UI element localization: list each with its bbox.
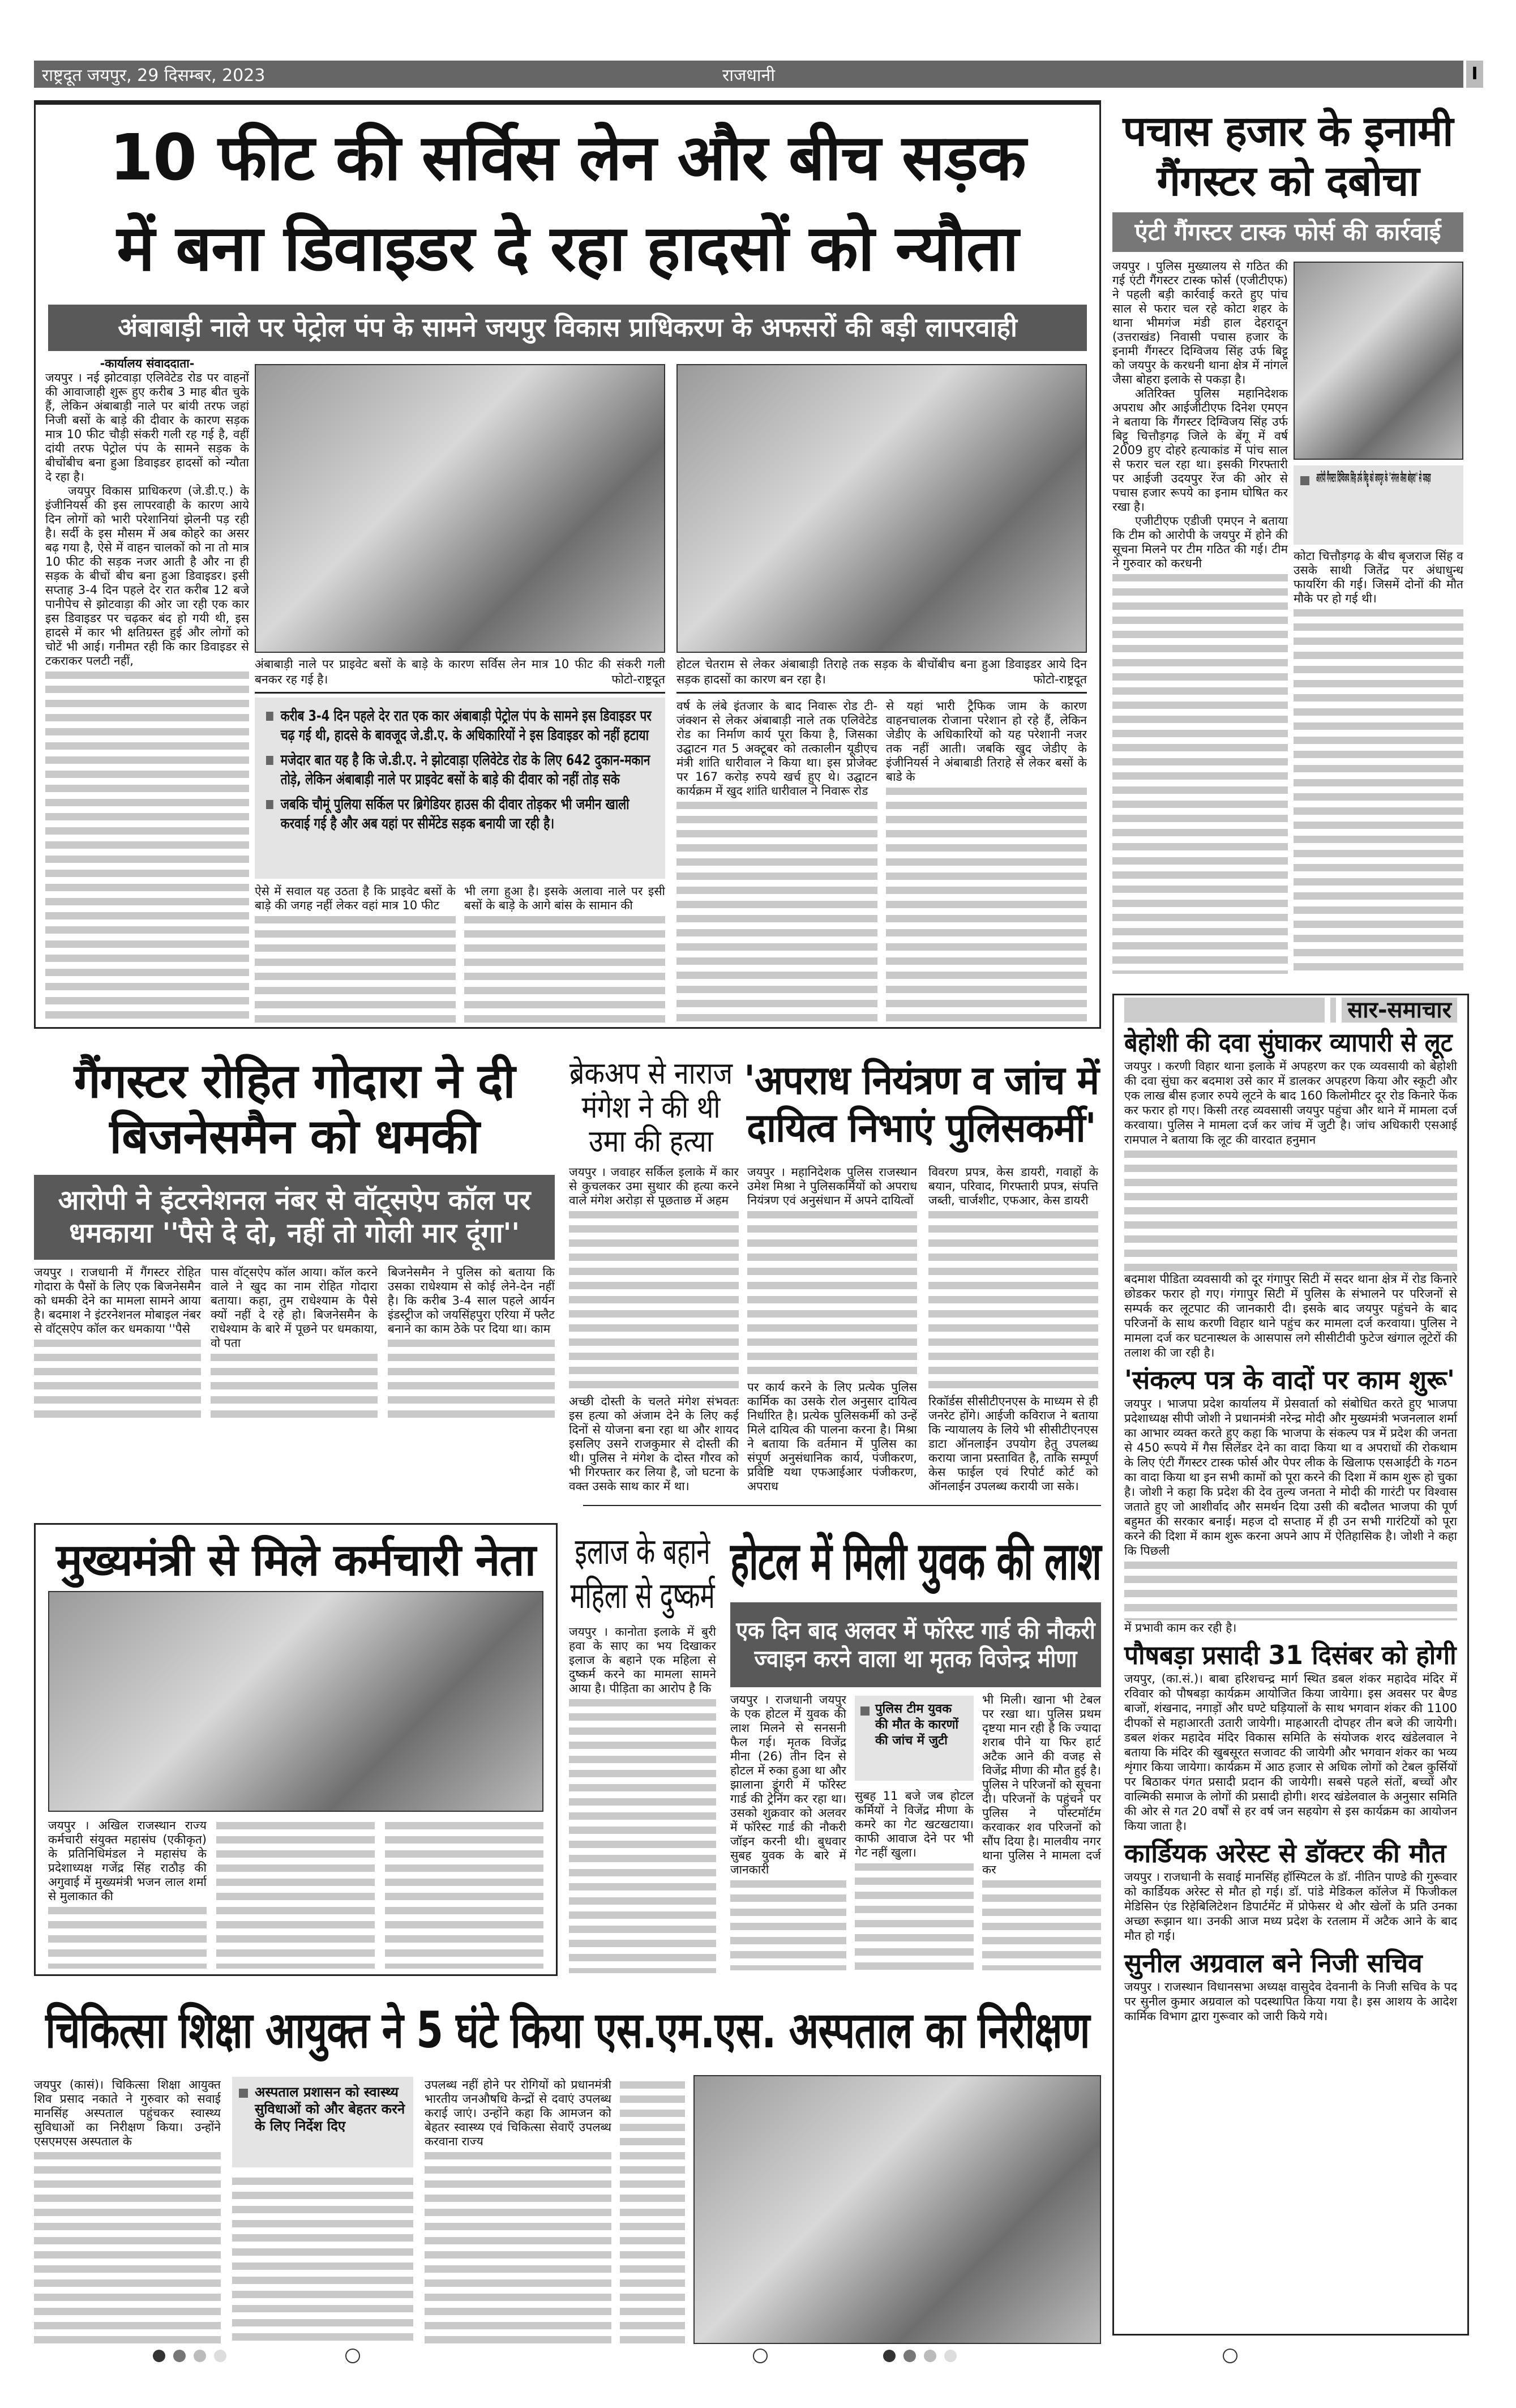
lead-column-c xyxy=(676,699,877,1023)
brief-item xyxy=(1124,1639,1457,1833)
lead-subheadline-text: अंबाबाड़ी नाले पर पेट्रोल पंप के सामने जयपुर विकास प्राधिकरण के अफसरों की बड़ी लापरवाही xyxy=(118,312,1017,343)
text-filler xyxy=(1112,571,1288,974)
brief-body: जयपुर । भाजपा प्रदेश कार्यालय में प्रेसवार्ता को संबोधित करते हुए भाजपा प्रदेशाध्यक्ष सीपी जोशी ने प्रधानमंत्री नरेन्द्र मोदी और मुख्यमंत्री भजनलाल शर्मा का आभार व्यक्त करते हुए कहा कि भाजपा के संकल्प पत्र में प्रदेश की जनता से 450 रूपये में गैस सिलेंडर देने का वादा किया था व अपराधों की रोकथाम के लिए एंटी गैंगस्टर टास्क फोर्स और पेपर लीक के खिलाफ एसआईटी के गठन का वादा किया था इन सभी कामों को पूरा करने की दिशा में काम शुरू हो चुका है। जोशी ने कहा कि प्रदेश की देव तुल्य जनता ने मोदी की गारंटी पर विश्वास जताते हुए जो आशीर्वाद और समर्थन दिया उसी की बदौलत भाजपा की पूर्ण बहुमत की सरकार बनाई। महज दो सप्ताह में ही उन सभी गारंटियों को पूरा करने की दिशा में काम शुरू करना अपने आप में ऐतिहासिक है। जोशी ने कहा कि पिछली xyxy=(1124,1397,1457,1558)
sms-column-3 xyxy=(425,2078,611,2344)
road-divider-photo xyxy=(676,364,1087,653)
story-paragraph: एजीटीएफ एडीजी एमएन ने बताया कि टीम को आरोपी के जयपुर में होने की सूचना मिलने पर टीम गठित की गई। टीम ने गुरुवार को करधनी xyxy=(1112,514,1288,570)
cm-meet-column-1 xyxy=(48,1819,207,1969)
bullet-square-icon xyxy=(266,800,273,809)
story-paragraph: जयपुर । राजधानी जयपुर के एक होटल में युवक की लाश मिलने से सनसनी फैल गई। मृतक विजेंद्र मीना (26) तीन दिन से होटल में रुका हुआ था और झालाना डूंगरी में फॉरेस्ट गार्ड की ट्रेनिंग कर रहा था। उसको शुक्रवार को अलवर में फॉरेस्ट गार्ड की नौकरी जॉइन करनी थी। बुधवार सुबह युवक के बारे में जानकारी xyxy=(730,1693,846,1876)
byline: -कार्यालय संवाददाता- xyxy=(100,357,195,370)
registration-dots-left xyxy=(153,2350,226,2362)
story-paragraph: जयपुर । महानिदेशक पुलिस राजस्थान उमेश मिश्रा ने पुलिसकर्मियों को अपराध नियंत्रण एवं अनुसंधान में अपने दायित्वों xyxy=(747,1165,917,1207)
divider xyxy=(255,692,665,694)
story-paragraph: जयपुर । अखिल राजस्थान राज्य कर्मचारी संयुक्त महासंघ (एकीकृत) के प्रतिनिधिमंडल ने महासंघ के प्रदेशाध्यक्ष गजेंद्र सिंह राठौड़ की अगुवाई में मुख्यमंत्री भजन लाल शर्मा से मुलाकात की xyxy=(48,1819,207,1903)
highlight-text: करीब 3-4 दिन पहले देर रात एक कार अंबाबाड़ी पेट्रोल पंप के सामने इस डिवाइडर पर चढ़ गई थी, हादसे के बावजूद जे.डी.ए. के अधिकारियों ने इस डिवाइडर को नहीं हटाया xyxy=(280,708,652,744)
text-filler xyxy=(747,1208,917,1380)
highlights-list xyxy=(266,707,654,833)
godara-subheadline xyxy=(34,1175,555,1260)
hotel-subheadline xyxy=(730,1602,1101,1687)
godara-headline: गैंगस्टर रोहित गोदारा ने दी बिजनेसमैन को धमकी xyxy=(74,1053,515,1164)
police-headline: 'अपराध नियंत्रण व जांच में दायित्व निभाएं पुलिसकर्मी' xyxy=(743,1057,1099,1151)
brief-item xyxy=(1124,1363,1457,1635)
registration-dot xyxy=(173,2350,186,2362)
news-briefs-box xyxy=(1112,994,1469,2336)
text-filler xyxy=(255,913,456,1023)
brief-body: जयपुर, (का.सं.)। बाबा हरिशचन्द्र मार्ग स्थित डबल शंकर महादेव मंदिर में रविवार को पौषबड़ा कार्यक्रम आयोजित किया जायेगा। इस अवसर पर बैण्ड बाजों, शंखनाद, नगाड़ों और घण्टे घड़ियालों के साथ भगवान शंकर की 1100 दीपकों से महाआरती उतारी जायेगी। माहआरती दोपहर तीन बजे की जायेगी। डबल शंकर महादेव मंदिर विकास समिति के संयोजक शरद खंडेलवाल ने बताया कि मंदिर की खुबसूरत सजावट की जायेगी और भगवान शंकर का भव्य शृंगार किया जायेगा। कार्यक्रम में आठ हजार से अधिक लोगों को टेबल कुर्सियों पर बिठाकर पंगत प्रसादी प्रदान की जायेगी। सबसे पहले संतों, बच्चों और वाल्मिकी समाज के लोगों की प्रसादी होगी। शरद खंडेलवाल के अनुसार समिति की ओर से गत 20 वर्षों से हर वर्ष जन सहयोग से इस कार्यक्रम का आयोजन किया जाता है। xyxy=(1124,1672,1457,1833)
gangster-column-1 xyxy=(1112,259,1288,974)
registration-dots-right xyxy=(883,2350,957,2362)
story-paragraph: विवरण प्रपत्र, केस डायरी, गवाहों के बयान, परिवाद, गिरफ्तारी प्रपत्र, संपत्ति जब्ती, चार्जशीट, एफआर, केस डायरी xyxy=(928,1165,1098,1207)
brief-headline: पौषबड़ा प्रसादी 31 दिसंबर को होगी xyxy=(1124,1640,1457,1670)
text-filler xyxy=(216,1819,375,1969)
bullet-square-icon xyxy=(266,756,273,765)
registration-dot xyxy=(924,2350,936,2362)
lead-paragraph: ऐसे में सवाल यह उठता है कि प्राइवेट बसों के बाड़े की जगह नहीं लेकर वहां मात्र 10 फीट xyxy=(255,884,456,912)
police-column-1 xyxy=(747,1165,917,1494)
sms-headline: चिकित्सा शिक्षा आयुक्त ने 5 घंटे किया एस.एम.एस. अस्पताल का निरीक्षण xyxy=(45,2001,1090,2059)
brief-headline: 'संकल्प पत्र के वादों पर काम शुरू' xyxy=(1124,1365,1455,1395)
text-filler xyxy=(730,1877,846,1970)
brief-headline: बेहोशी की दवा सुंघाकर व्यापारी से लूट xyxy=(1124,1027,1453,1058)
story-paragraph: जयपुर । राजधानी में गैंगस्टर रोहित गोदारा के पैसों के लिए एक बिजनेसमैन को धमकी देने का मामला सामने आया है। बदमाश ने इंटरनेशनल मोबाइल नंबर से वॉट्सऐप कॉल कर धमकाया ''पैसे xyxy=(34,1265,201,1336)
breakup-column xyxy=(569,1165,739,1494)
story-paragraph: जयपुर (कासं)। चिकित्सा शिक्षा आयुक्त शिव प्रसाद नकाते ने गुरुवार को सवाई मानसिंह अस्पताल पहुंचकर स्वास्थ्य सुविधाओं का निरीक्षण किया। उन्होंने एसएमएस अस्पताल के xyxy=(34,2078,221,2148)
photo-caption-1 xyxy=(255,657,665,687)
lead-column-a xyxy=(255,884,456,1023)
text-filler xyxy=(676,798,877,1023)
crosshair-mark-icon xyxy=(753,2349,768,2363)
caption-text: होटल चेतराम से लेकर अंबाबाड़ी तिराहे तक सड़क के बीचोंबीच बना हुआ डिवाइडर आये दिन सड़क हादसों का कारण बन रहा है। xyxy=(676,657,1087,686)
highlight-item xyxy=(266,707,654,745)
text-filler xyxy=(1294,606,1463,974)
lead-column-1 xyxy=(45,357,249,1022)
registration-dot xyxy=(883,2350,896,2362)
gangster-photo-box xyxy=(1294,465,1463,545)
text-filler xyxy=(34,1336,201,1418)
text-filler xyxy=(232,2174,413,2344)
text-filler xyxy=(425,2149,611,2344)
highlight-text: मजेदार बात यह है कि जे.डी.ए. ने झोटवाड़ा एलिवेटेड रोड के लिए 642 दुकान-मकान तोड़े, लेकिन अंबाबाड़ी नाले पर प्राइवेट बसों के बाड़े की दीवार को नहीं तोड़ सके xyxy=(280,752,650,788)
sms-highlight-box xyxy=(232,2077,413,2167)
brief-body: में प्रभावी काम कर रही है। xyxy=(1124,1621,1237,1635)
story-paragraph: जयपुर । पुलिस मुख्यालय से गठित की गई एंटी गैंगस्टर टास्क फोर्स (एजीटीएफ) ने पहली बड़ी कार्रवाई करते हुए पांच साल से फरार चल रहे कोटा शहर के थाना भीमगंज मंडी हाल देहरादून (उत्तराखंड) निवासी पचास हजार के इनामी गैंगस्टर दिग्विजय सिंह उर्फ बिट्टू को जयपुर के करधनी थाना क्षेत्र में नांगल जैसा बोहरा इलाके से पकड़ा है। xyxy=(1112,259,1288,386)
story-paragraph: जयपुर । जवाहर सर्किल इलाके में कार से कुचलकर उमा सुथार की हत्या करने वाले मंगेश अरोड़ा से पूछताछ में अहम xyxy=(569,1165,739,1207)
road-service-lane-photo xyxy=(255,364,665,653)
gangster-subheadline xyxy=(1112,212,1463,252)
text-filler xyxy=(34,2149,221,2344)
lead-subheadline xyxy=(48,305,1087,351)
cm-meet-column-2 xyxy=(216,1819,375,1969)
cm-meet-column-3 xyxy=(385,1819,543,1969)
brief-body: जयपुर । करणी विहार थाना इलाके में अपहरण कर एक व्यवसायी को बेहोशी की दवा सुंघा कर बदमाश उसे कार में डालकर अपहरण किया और स्कूटी और एक लाख बीस हजार रुपये लूटने के बाद 160 किलोमीटर दूर रोड किनारे फेंक कर फरार हो गए। किसी तरह व्यवसासी जयपुर पहुंचा और थाने में मामला दर्ज करवाया। पुलिस ने मामला दर्ज कर जांच में जुटी है। जांच अधिकारी एसआई रामपाल ने बताया कि लूट की वारदात हनुमान xyxy=(1124,1059,1457,1147)
brief-item xyxy=(1124,1026,1457,1360)
caption-text: अंबाबाड़ी नाले पर प्राइवेट बसों के बाड़े के कारण सर्विस लेन मात्र 10 फीट की संकरी गली बनकर रह गई है। xyxy=(255,657,665,686)
accused-gangster-photo xyxy=(1294,262,1463,460)
divider xyxy=(583,1505,1101,1506)
police-column-2 xyxy=(928,1165,1098,1494)
highlight-text: आरोपी गैंगस्टर दिग्विजय सिंह उर्फ बिट्टू को जयपुर के ''नांगल जैसा बोहरा'' से पकड़ा xyxy=(1316,471,1431,485)
breakup-headline: ब्रेकअप से नाराज मंगेश ने की थी उमा की हत्या xyxy=(569,1055,733,1159)
sms-column-2 xyxy=(232,2174,413,2344)
text-filler xyxy=(569,1208,739,1395)
bullet-square-icon xyxy=(860,1706,870,1716)
story-paragraph: पर कार्य करने के लिए प्रत्येक पुलिस कार्मिक का उसके रोल अनुसार दायित्व निर्धारित है। प्रत्येक पुलिसकर्मी को उन्हें मिले दायित्व की पालना करना है। मिश्रा ने बताया कि वर्तमान में पुलिस का संपूर्ण अनुसंधानिक कार्य, पंजीकरण, प्रविष्टि यथा एफआईआर पंजीकरण, अपराध xyxy=(747,1380,917,1493)
hotel-headline: होटल में मिली युवक की लाश xyxy=(730,1531,1101,1592)
godara-column-1 xyxy=(34,1265,201,1418)
highlight-item xyxy=(266,751,654,789)
highlights-box xyxy=(255,698,665,879)
edition-date: राष्ट्रदूत जयपुर, 29 दिसम्बर, 2023 xyxy=(42,65,265,85)
text-filler xyxy=(45,668,249,1022)
text-filler xyxy=(928,1208,1098,1395)
lead-top-rule xyxy=(34,100,1101,105)
story-paragraph: कोटा चित्तौड़गढ़ के बीच बृजराज सिंह व उसके साथी जितेंद्र पर अंधाधुन्ध फायरिंग की गई। जिसमें दोनों की मौत मौके पर हो गई थी। xyxy=(1294,549,1463,605)
lead-headline-line2: में बना डिवाइडर दे रहा हादसों को न्यौता xyxy=(117,212,1018,285)
photo-credit: फोटो-राष्ट्रदूत xyxy=(611,673,665,686)
registration-dot xyxy=(944,2350,957,2362)
text-filler xyxy=(855,1860,974,1970)
lead-column-b xyxy=(464,884,665,1023)
gangster-headline: पचास हजार के इनामी गैंगस्टर को दबोचा xyxy=(1123,107,1453,206)
highlight-text: जबकि चौमूं पुलिया सर्किल पर ब्रिगेडियर हाउस की दीवार तोड़कर भी जमीन खाली करवाई गई है और अब यहां पर सीमेंटेड सड़क बनायी जा रही है। xyxy=(280,796,629,832)
text-filler xyxy=(388,1336,555,1418)
story-paragraph: उपलब्ध नहीं होने पर रोगियों को प्रधानमंत्री भारतीय जनऔषधि केन्द्रों से दवाएं उपलब्ध कराई जाएं। उन्होंने कहा कि आमजन को बेहतर स्वास्थ्य एवं चिकित्सा सेवाएँ उपलब्ध करवाना राज्य xyxy=(425,2078,611,2148)
ilaj-headline: इलाज के बहाने महिला से दुष्कर्म xyxy=(570,1531,715,1617)
text-filler xyxy=(48,1904,207,1969)
text-filler xyxy=(569,1696,716,1973)
bullet-square-icon xyxy=(266,712,273,721)
sms-column-4 xyxy=(620,2078,685,2344)
brief-item xyxy=(1124,1837,1457,1943)
brief-body: बदमाश पीडिता व्यवसायी को दूर गंगापुर सिटी में सदर थाना क्षेत्र में रोड किनारे छोडकर फरार हो गए। गंगापुर सिटी में पुलिस के संभालने पर परिजनों से सम्पर्क कर लूटपाट की जानकारी दी। इसके बाद जयपुर पहुंचने के बाद परिजनों के साथ करणी विहार थाने पहुंच कर मामला दर्ज करवाया। पुलिस ने मामला दर्ज कर घटनास्थल के आसपास लगे सीसीटीवी फुटेज खंगाल लूटेरों की तलाश की जा रही है। xyxy=(1124,1272,1457,1359)
section-name: राजधानी xyxy=(722,65,775,85)
registration-dot xyxy=(153,2350,165,2362)
hotel-column-3 xyxy=(982,1693,1101,1970)
brief-body: जयपुर । राजधानी के सवाई मानसिंह हॉस्पिटल के डॉ. नीतिन पाण्डे की गुरूवार को कार्डियक अरेस्ट से मौत हो गई। डॉ. पांडे मेडिकल कॉलेज में फिजीकल मेडिसिन एंड रिहेबिलिटेशन डिपार्टमेंट में प्रोफेसर थे और खेलों के प्रति उनका अच्छा रूझान था। उनकी आज मध्य प्रदेश के रतलाम में अटैक आने के बाद मौत हो गई। xyxy=(1124,1870,1457,1943)
header-band xyxy=(1330,998,1336,1023)
lead-column-d xyxy=(886,699,1087,1023)
bullet-square-icon xyxy=(239,2089,248,2098)
page-marker: I xyxy=(1466,61,1483,88)
hospital-inspection-photo xyxy=(693,2075,1101,2344)
hotel-highlight-box xyxy=(855,1696,974,1781)
text-filler xyxy=(464,913,665,1023)
lead-paragraph: वर्ष के लंबे इंतजार के बाद निवारू रोड टी-जंक्शन से लेकर अंबाबाड़ी नाले तक एलिवेटेड रोड का निर्माण कार्य पूरा किया है, जिसका उद्घाटन गत 5 अक्टूबर को तत्कालीन यूडीएच मंत्री शांति धारीवाल ने किया था। इस प्रोजेक्ट पर 167 करोड़ रुपये खर्च हुए थे। उद्घाटन कार्यक्रम में खुद शांति धारीवाल ने निवारू रोड xyxy=(676,699,877,798)
godara-column-3 xyxy=(388,1265,555,1418)
godara-column-2 xyxy=(211,1265,378,1418)
text-filler xyxy=(620,2078,685,2344)
employee-leaders-photo xyxy=(48,1591,543,1812)
brief-headline: सुनील अग्रवाल बने निजी सचिव xyxy=(1124,1948,1423,1978)
story-paragraph: सुबह 11 बजे जब होटल कर्मियों ने विजेंद्र मीणा के कमरे का गेट खटखटाया। काफी आवाज देने पर भी गेट नहीं खुला। xyxy=(855,1789,974,1859)
story-paragraph: भी मिली। खाना भी टेबल पर रखा था। पुलिस प्रथम दृष्टया मान रही है कि ज्यादा शराब पीने या फिर हार्ट अटैक आने की वजह से विजेंद्र मीणा की मौत हुई है। पुलिस ने परिजनों को सूचना दी। परिजनों के पहुंचने पर पुलिस ने पोस्टमॉर्टम करवाकर शव परिजनों को सौंप दिया है। मालवीय नगर थाना पुलिस ने मामला दर्ज कर xyxy=(982,1693,1101,1876)
text-filler xyxy=(211,1350,378,1418)
sms-column-1 xyxy=(34,2078,221,2344)
text-filler xyxy=(385,1819,543,1969)
story-paragraph: अतिरिक्त पुलिस महानिदेशक अपराध और आईजीटीएफ दिनेश एमएन ने बताया कि गैंगस्टर दिग्विजय सिंह उर्फ बिट्टू चित्तौड़गढ़ जिले के बेंगू में वर्ष 2009 हुए दोहरे हत्याकांड में पांच साल से फरार चल रहा था। इसकी गिरफ्तारी पर आईजी उदयपुर रेंज की ओर से पचास हजार रूपये का इनाम घोषित कर रखा है। xyxy=(1112,387,1288,514)
registration-dot xyxy=(214,2350,226,2362)
registration-dot xyxy=(903,2350,916,2362)
ilaj-column xyxy=(569,1625,716,1973)
gangster-column-2 xyxy=(1294,549,1463,974)
text-filler xyxy=(982,1877,1101,1970)
photo-caption-2 xyxy=(676,657,1087,687)
godara-subheadline-text: आरोपी ने इंटरनेशनल नंबर से वॉट्सऐप कॉल पर धमकाया ''पैसे दे दो, नहीं तो गोली मार दूंगा'' xyxy=(58,1184,531,1249)
news-briefs-header xyxy=(1124,998,1457,1023)
hotel-column-2 xyxy=(855,1789,974,1970)
crosshair-mark-icon xyxy=(1223,2349,1237,2363)
lead-paragraph: से यहां भारी ट्रैफिक जाम के कारण वाहनचालक रोजाना परेशान हो रहे हैं, लेकिन जेडीए के अधिकारियों को यह परेशानी नजर तक नहीं आती। जबकि खुद जेडीए के इंजीनियर्स ने अंबाबाडी तिराहे से लेकर बसों के बाडे के xyxy=(886,699,1087,784)
header-band xyxy=(1124,998,1325,1023)
cm-meet-headline: मुख्यमंत्री से मिले कर्मचारी नेता xyxy=(56,1535,536,1586)
story-paragraph: जयपुर । कानोता इलाके में बुरी हवा के साए का भय दिखाकर इलाज के बहाने एक महिला से दुष्कर्म करने का मामला सामने आया है। पीड़िता का आरोप है कि xyxy=(569,1625,716,1695)
text-filler xyxy=(1124,1147,1457,1272)
bullet-square-icon xyxy=(1300,476,1309,485)
brief-headline: कार्डियक अरेस्ट से डॉक्टर की मौत xyxy=(1124,1838,1446,1868)
text-filler xyxy=(1124,1558,1457,1620)
lead-paragraph: भी लगा हुआ है। इसके अलावा नाले पर इसी बसों के बाड़े के आगे बांस के सामान की xyxy=(464,884,665,912)
story-paragraph: पास वॉट्सऐप कॉल आया। कॉल करने वाले ने खुद का नाम रोहित गोदारा बताया। कहा, तुम राधेश्याम के पैसे क्यों नहीं दे रहे हो। बिजनेसमैन के राधेश्याम के बारे में पूछने पर धमकाया, वो पता xyxy=(211,1265,378,1350)
hotel-subheadline-text: एक दिन बाद अलवर में फॉरेस्ट गार्ड की नौकरी ज्वाइन करने वाला था मृतक विजेन्द्र मीणा xyxy=(736,1616,1095,1673)
divider xyxy=(676,692,1087,694)
news-briefs-title: सार-समाचार xyxy=(1342,998,1457,1023)
hotel-column-1 xyxy=(730,1693,846,1970)
story-paragraph: अच्छी दोस्ती के चलते मंगेश संभवतः इस हत्या को अंजाम देने के लिए कई दिनों से योजना बना रहा था और शायद इसलिए उसने राजकुमार से दोस्ती की थी। पुलिस ने मंगेश के दोस्त गौरव को भी गिरफ्तार कर लिया है, जो घटना के वक्त उसके साथ कार में था। xyxy=(569,1395,739,1493)
highlight-text: अस्पताल प्रशासन को स्वास्थ्य सुविधाओं को और बेहतर करने के लिए निर्देश दिए xyxy=(255,2084,405,2134)
story-paragraph: बिजनेसमैन ने पुलिस को बताया कि उसका राधेश्याम से कोई लेने-देन नहीं है। कि करीब 3-4 साल पहले आर्यन इंडस्ट्रीज को जयसिंहपुरा एरिया में फ्लैट बनाने का काम ठेके पर दिया था। काम xyxy=(388,1265,555,1336)
page-header-bar xyxy=(34,61,1463,88)
brief-body: जयपुर । राजस्थान विधानसभा अध्यक्ष वासुदेव देवनानी के निजी सचिव के पद पर सुनील कुमार अग्रवाल को पदस्थापित किया गया है। इस आशय के आदेश कार्मिक विभाग द्वारा गुरूवार को जारी किये गये। xyxy=(1124,1980,1457,2023)
highlight-text: पुलिस टीम युवक की मौत के कारणों की जांच में जुटी xyxy=(875,1702,959,1748)
brief-item xyxy=(1124,1947,1457,2024)
registration-dot xyxy=(194,2350,206,2362)
crosshair-mark-icon xyxy=(345,2349,360,2363)
gangster-subheadline-text: एंटी गैंगस्टर टास्क फोर्स की कार्रवाई xyxy=(1134,217,1441,246)
lead-paragraph: जयपुर विकास प्राधिकरण (जे.डी.ए.) के इंजीनियर्स की इस लापरवाही के कारण आये दिन लोगों को भारी परेशानियां झेलनी पड़ रही है। सर्दी के इस मौसम में अब कोहरे का असर बढ़ गया है, ऐसे में वाहन चालकों को ना तो मात्र 10 फीट की सड़क नजर आती है और ना ही सड़क के बीचों बीच बना हुआ डिवाइडर। इसी सप्ताह 3-4 दिन पहले देर रात करीब 12 बजे पानीपेच से झोटवाड़ा की ओर जा रही एक कार इस डिवाइडर पर चढ़कर बंद हो गयी थी, इस हादसे में कार भी क्षतिग्रस्त हुई और लोगों को चोटें भी आई। गनीमत रही कि कार डिवाइडर से टकराकर पलटी नहीं, xyxy=(45,484,249,668)
lead-paragraph: जयपुर । नई झोटवाड़ा एलिवेटेड रोड पर वाहनों की आवाजाही शुरू हुए करीब 3 माह बीत चुके हैं, लेकिन अंबाबाड़ी नाले पर बांयी तरफ जहां निजी बसों के बाड़े की दीवार के कारण सड़क मात्र 10 फीट चौड़ी संकरी गली रह गई है, वहीं दांयी तरफ पेट्रोल पंप के सामने सड़क के बीचोंबीच बना हुआ डिवाइडर हादसों को न्यौता दे रहा है। xyxy=(45,371,249,484)
lead-headline-line1: 10 फीट की सर्विस लेन और बीच सड़क xyxy=(109,121,1026,195)
photo-credit: फोटो-राष्ट्रदूत xyxy=(1033,673,1087,686)
highlight-item xyxy=(266,795,654,833)
story-paragraph: रिकॉर्डस सीसीटीएनएस के माध्यम से ही जनरेट होंगे। आईजी कविराज ने बताया कि न्यायालय के लिये भी सीसीटीएनएस डाटा ऑनलाईन उपयोग हेतु उपलब्ध कराया जाना प्रस्तावित है, ताकि सम्पूर्ण केस फाईल एवं रिपोर्ट कोर्ट को ऑनलाईन उपलब्ध करायी जा सके। xyxy=(928,1395,1098,1493)
text-filler xyxy=(886,784,1087,1023)
